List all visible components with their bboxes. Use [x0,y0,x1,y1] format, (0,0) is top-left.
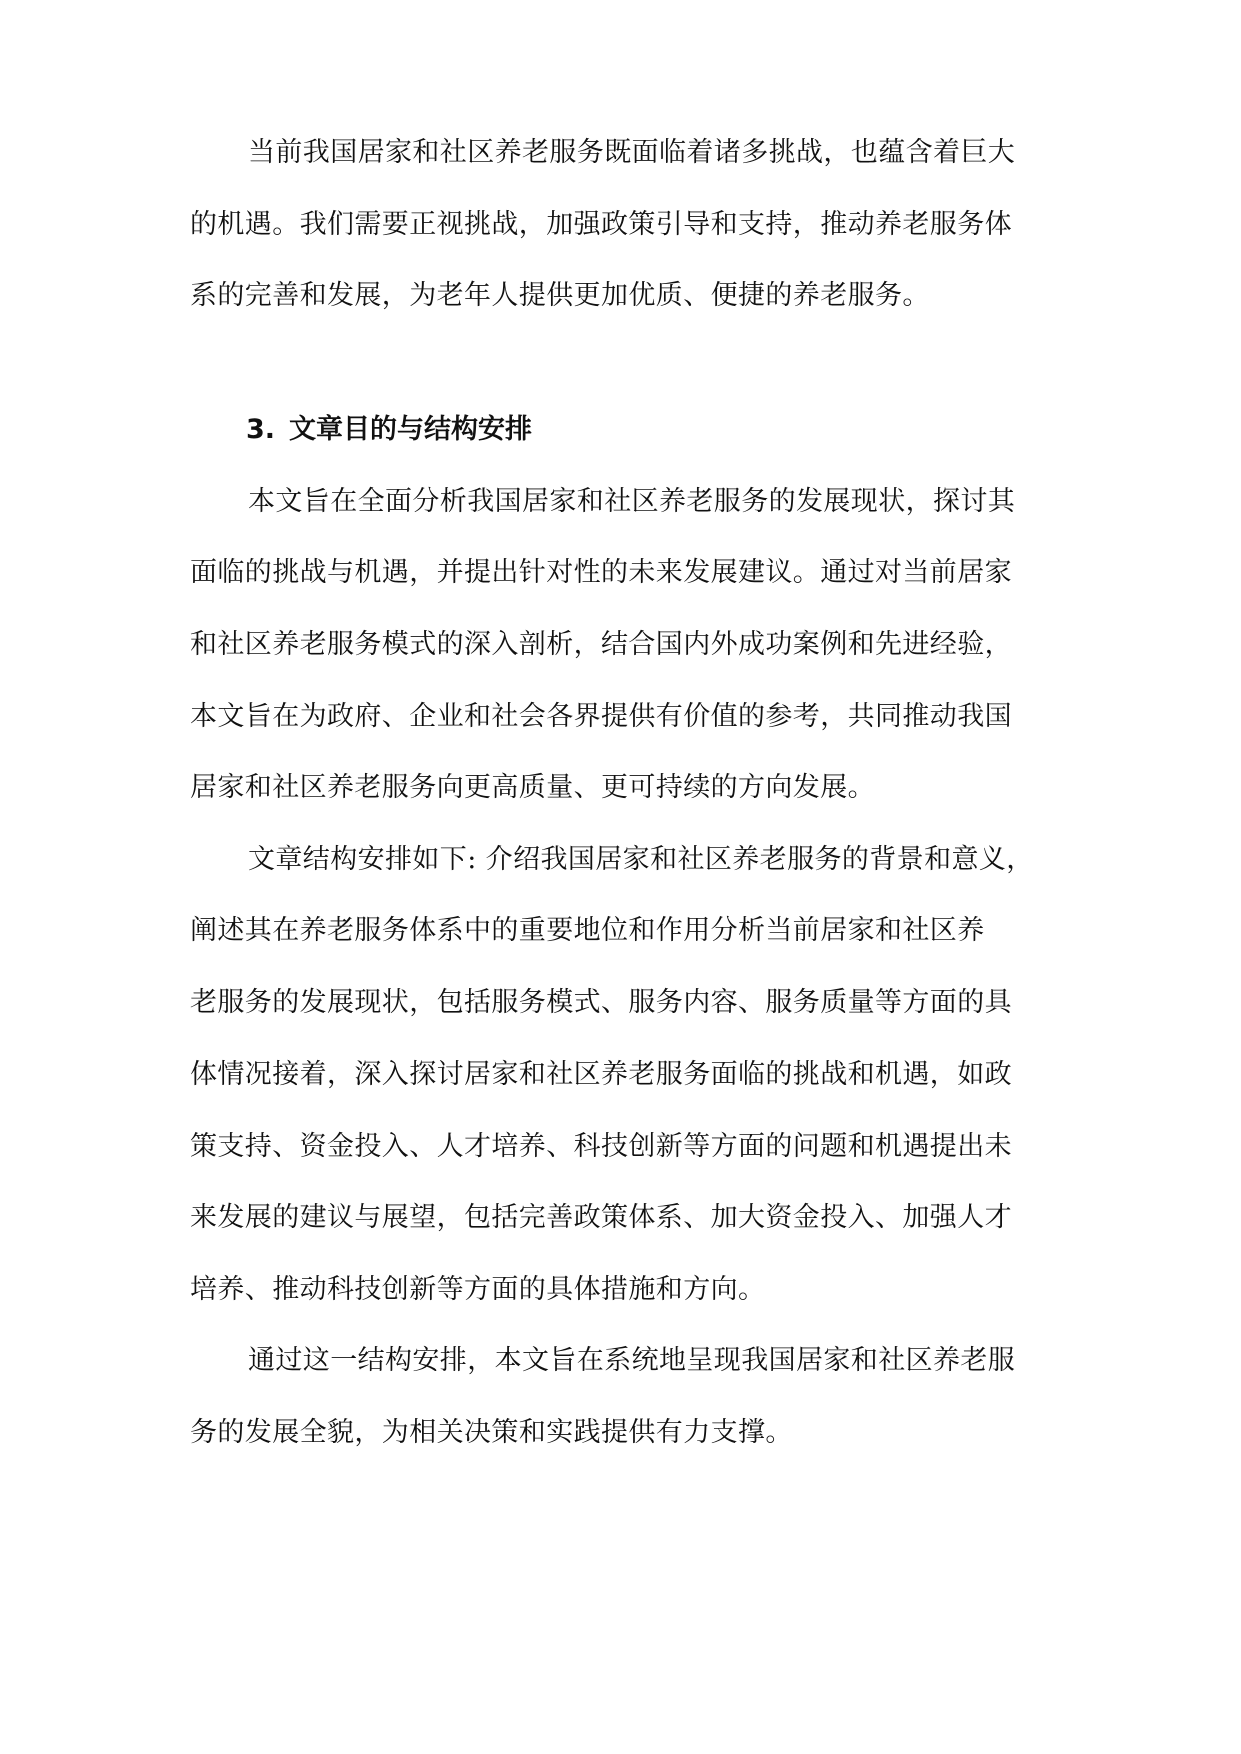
section-number: 3. [246,414,276,445]
paragraph-line: 培养、推动科技创新等方面的具体措施和方向。 [190,1274,766,1305]
paragraph-line: 面临的挑战与机遇，并提出针对性的未来发展建议。通过对当前居家 [190,557,1012,588]
paragraph-line: 策支持、资金投入、人才培养、科技创新等方面的问题和机遇提出未 [190,1131,1012,1162]
paragraph-line: 居家和社区养老服务向更高质量、更可持续的方向发展。 [190,772,875,803]
section-title: 文章目的与结构安排 [289,414,533,445]
paragraph-line: 务的发展全貌，为相关决策和实践提供有力支撑。 [190,1417,793,1448]
paragraph-line: 老服务的发展现状，包括服务模式、服务内容、服务质量等方面的具 [190,987,1012,1018]
paragraph-line: 的机遇。我们需要正视挑战，加强政策引导和支持，推动养老服务体 [190,209,1012,240]
paragraph-line: 本文旨在全面分析我国居家和社区养老服务的发展现状，探讨其 [248,486,1016,517]
paragraph-line: 体情况接着，深入探讨居家和社区养老服务面临的挑战和机遇，如政 [190,1059,1012,1090]
section-heading [246,412,532,448]
paragraph-line: 和社区养老服务模式的深入剖析，结合国内外成功案例和先进经验， [190,629,1012,660]
paragraph-line: 来发展的建议与展望，包括完善政策体系、加大资金投入、加强人才 [190,1202,1012,1233]
paragraph-line: 文章结构安排如下: 介绍我国居家和社区养老服务的背景和意义， [248,844,1034,875]
paragraph-line: 当前我国居家和社区养老服务既面临着诸多挑战，也蕴含着巨大 [248,137,1016,168]
paragraph-line: 系的完善和发展，为老年人提供更加优质、便捷的养老服务。 [190,280,930,311]
paragraph-line: 通过这一结构安排，本文旨在系统地呈现我国居家和社区养老服 [248,1345,1016,1376]
paragraph-line: 阐述其在养老服务体系中的重要地位和作用分析当前居家和社区养 [190,915,985,946]
paragraph-line: 本文旨在为政府、企业和社会各界提供有价值的参考，共同推动我国 [190,701,1012,732]
